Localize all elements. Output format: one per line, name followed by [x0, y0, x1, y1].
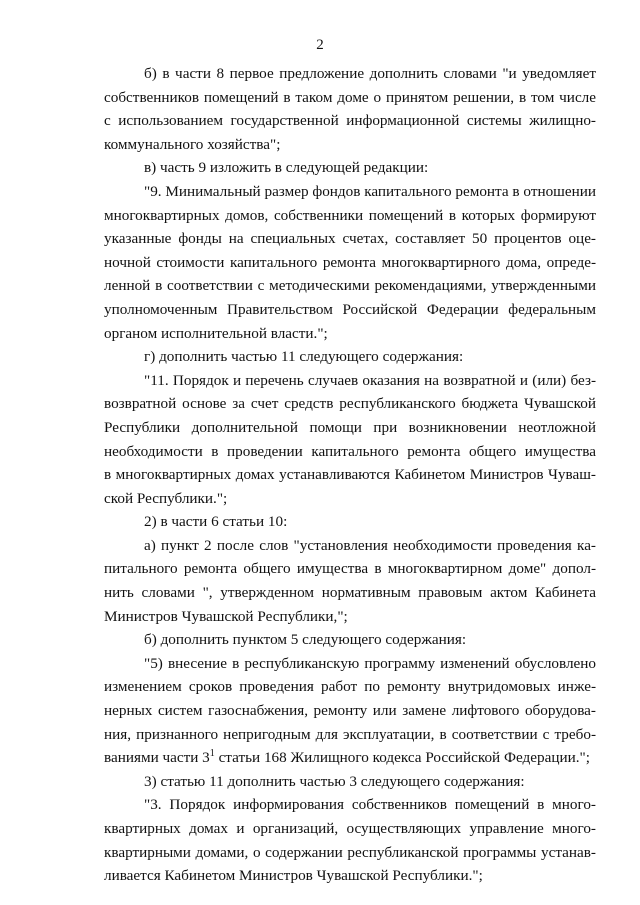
paragraph-g-part-11: [104, 345, 596, 369]
text-fragment: ваниями части 3: [104, 749, 210, 767]
text-line: "5) внесение в республиканскую программу изменений обусловлено: [144, 654, 596, 672]
page-number: 2: [316, 37, 324, 53]
text-line: изменением сроков проведения работ по ремонту внутридомовых инже-: [104, 678, 596, 696]
text-line: уполномоченным Правительством Российской Федерации федеральным: [104, 300, 596, 318]
text-line: нить словами ", утвержденном нормативным правовым актом Кабинета: [104, 584, 596, 602]
text-line: собственников помещений в таком доме о принятом решении, в том числе: [104, 88, 596, 106]
text-line: квартирными домами, о содержании республиканской программы устанав-: [104, 843, 596, 861]
text-line: "11. Порядок и перечень случаев оказания на возвратной и (или) без-: [144, 371, 596, 389]
text-line: 2) в части 6 статьи 10:: [144, 513, 288, 531]
text-line: в) часть 9 изложить в следующей редакции:: [144, 159, 429, 177]
text-line: ленной в соответствии с методическими рекомендациями, утвержденными: [104, 277, 596, 295]
paragraph-quote-5: [104, 652, 596, 770]
text-line: г) дополнить частью 11 следующего содержания:: [144, 348, 464, 366]
paragraph-quote-3: [104, 793, 596, 887]
text-line: ния, признанного непригодным для эксплуатации, в соответствии с требо-: [104, 725, 596, 743]
text-fragment: статьи 168 Жилищного кодекса Российской Федерации.";: [214, 749, 590, 767]
paragraph-quote-11: [104, 369, 596, 511]
text-line-with-superscript: [104, 746, 596, 770]
text-line: указанные фонды на специальных счетах, составляет 50 процентов оце-: [104, 230, 596, 248]
text-line: с использованием государственной информационной системы жилищно-: [104, 112, 596, 130]
text-line: питального ремонта общего имущества в многоквартирном доме" допол-: [104, 560, 596, 578]
paragraph-2-article-10: [104, 510, 596, 534]
text-line: Министров Чувашской Республики,";: [104, 607, 348, 625]
text-line: Республики дополнительной помощи при возникновении неотложной: [104, 418, 596, 436]
text-line: "3. Порядок информирования собственников помещений в много-: [144, 796, 596, 814]
paragraph-3-article-11: [104, 770, 596, 794]
text-line: "9. Минимальный размер фондов капитального ремонта в отношении: [144, 182, 596, 200]
text-line: возвратной основе за счет средств республиканского бюджета Чувашской: [104, 395, 596, 413]
text-line: многоквартирных домов, собственники помещений в которых формируют: [104, 206, 596, 224]
paragraph-b-point-5: [104, 628, 596, 652]
document-body: [104, 62, 596, 888]
paragraph-quote-9: [104, 180, 596, 345]
text-line: 3) статью 11 дополнить частью 3 следующего содержания:: [144, 772, 525, 790]
text-line: а) пункт 2 после слов "установления необходимости проведения ка-: [144, 536, 596, 554]
text-line: в многоквартирных домах устанавливаются Кабинетом Министров Чуваш-: [104, 466, 596, 484]
text-line: ливается Кабинетом Министров Чувашской Республики.";: [104, 867, 483, 885]
text-line: б) в части 8 первое предложение дополнить словами "и уведомляет: [144, 65, 596, 82]
text-line: коммунального хозяйства";: [104, 135, 281, 153]
text-line: нерных систем газоснабжения, ремонту или замене лифтового оборудова-: [104, 702, 596, 720]
text-line: квартирных домах и организаций, осуществляющих управление много-: [104, 820, 596, 837]
text-line: органом исполнительной власти.";: [104, 324, 328, 342]
superscript: 1: [209, 748, 215, 760]
paragraph-v-part-9: [104, 156, 596, 180]
paragraph-a-point-2: [104, 534, 596, 628]
text-line: необходимости в проведении капитального ремонта общего имущества: [104, 442, 596, 460]
text-line: ночной стоимости капитального ремонта многоквартирного дома, опреде-: [104, 253, 596, 271]
text-line: б) дополнить пунктом 5 следующего содержания:: [144, 631, 467, 649]
text-line: ской Республики.";: [104, 489, 228, 507]
paragraph-b-part-8: [104, 62, 596, 156]
